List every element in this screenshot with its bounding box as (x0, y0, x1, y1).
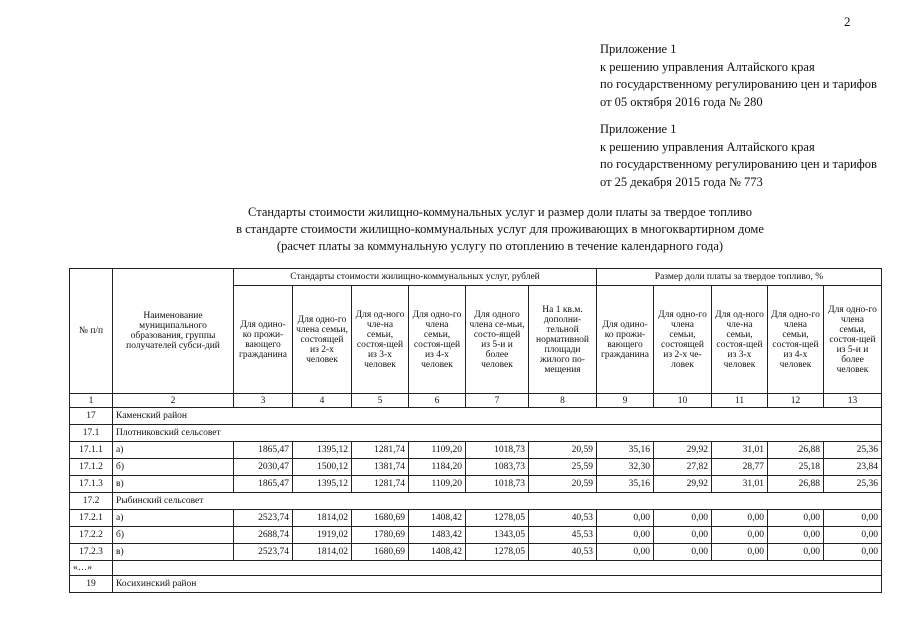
standards-table (69, 268, 882, 593)
value-cell: 20,59 (529, 442, 597, 459)
col-header: Для одного члена се-мьи, состо-ящей из 5-и и более человек (466, 286, 529, 394)
value-cell: 1281,74 (352, 442, 409, 459)
title-line: в стандарте стоимости жилищно-коммунальных услуг для проживающих в многоквартирном доме (236, 222, 764, 236)
value-cell: 25,36 (824, 442, 882, 459)
section-name: Рыбинский сельсовет (113, 493, 882, 510)
value-cell: 1483,42 (409, 527, 466, 544)
value-cell: 40,53 (529, 510, 597, 527)
table-row (70, 544, 882, 561)
value-cell: 31,01 (712, 442, 768, 459)
value-cell: 1780,69 (352, 527, 409, 544)
value-cell: 0,00 (597, 544, 654, 561)
value-cell: 0,00 (597, 510, 654, 527)
value-cell: 1408,42 (409, 544, 466, 561)
value-cell: 0,00 (712, 527, 768, 544)
appendix-line: Приложение 1 (600, 122, 677, 136)
value-cell: 0,00 (654, 544, 712, 561)
group-header-row (70, 269, 882, 286)
col-header: Для одино-ко прожи-вающего гражданина (234, 286, 293, 394)
row-code: 17.2 (70, 493, 113, 510)
appendix-block-current (600, 41, 877, 111)
value-cell: 0,00 (712, 544, 768, 561)
page-number: 2 (844, 14, 851, 29)
appendix-line: Приложение 1 (600, 42, 677, 56)
col-header: На 1 кв.м. дополни-тельной нормативной площади жилого по-мещения (529, 286, 597, 394)
row-code: 17.2.2 (70, 527, 113, 544)
value-cell: 2688,74 (234, 527, 293, 544)
appendix-line: к решению управления Алтайского края (600, 59, 815, 74)
value-cell: 23,84 (824, 459, 882, 476)
column-number-row (70, 394, 882, 408)
table-row (70, 510, 882, 527)
value-cell: 2030,47 (234, 459, 293, 476)
value-cell: 1018,73 (466, 476, 529, 493)
col-header: Для од-ного чле-на семьи, состоя-щей из 3-х человек (352, 286, 409, 394)
col-number: 8 (529, 394, 597, 408)
col-number: 9 (597, 394, 654, 408)
col-number: 7 (466, 394, 529, 408)
value-cell: 35,16 (597, 442, 654, 459)
appendix-line: по государственному регулированию цен и тарифов (600, 157, 877, 171)
value-cell: 0,00 (712, 510, 768, 527)
value-cell: 40,53 (529, 544, 597, 561)
ellipsis-text: «…» (70, 561, 113, 576)
value-cell: 0,00 (768, 544, 824, 561)
value-cell: 0,00 (768, 527, 824, 544)
row-code: 17.2.1 (70, 510, 113, 527)
section-name: Плотниковский сельсовет (113, 425, 882, 442)
value-cell: 1343,05 (466, 527, 529, 544)
section-name: Косихинский район (113, 576, 882, 593)
col-number: 4 (293, 394, 352, 408)
col-number: 11 (712, 394, 768, 408)
value-cell: 2523,74 (234, 510, 293, 527)
row-label: в) (113, 544, 234, 561)
col-number: 5 (352, 394, 409, 408)
value-cell: 0,00 (654, 527, 712, 544)
value-cell: 1381,74 (352, 459, 409, 476)
col-header: Для одно-го члена семьи, состоя-щей из 5-и и более человек (824, 286, 882, 394)
value-cell: 29,92 (654, 442, 712, 459)
appendix-line: к решению управления Алтайского края (600, 139, 815, 154)
appendix-block-original (600, 121, 877, 191)
value-cell: 0,00 (768, 510, 824, 527)
appendix-line: от 05 октября 2016 года № 280 (600, 94, 763, 109)
col-number: 2 (113, 394, 234, 408)
col-number: 10 (654, 394, 712, 408)
row-label: а) (113, 510, 234, 527)
row-code: 17.1.2 (70, 459, 113, 476)
section-row (70, 425, 882, 442)
value-cell: 1814,02 (293, 544, 352, 561)
col-header: Для одино-ко прожи-вающего гражданина (597, 286, 654, 394)
col-header: Для одно-го члена семьи, состоя-щей из 4-х человек (768, 286, 824, 394)
row-code: 17 (70, 408, 113, 425)
value-cell: 29,92 (654, 476, 712, 493)
value-cell: 1500,12 (293, 459, 352, 476)
col-header: Для одно-го члена семьи, состоящей из 2-х че-ловек (654, 286, 712, 394)
value-cell: 25,36 (824, 476, 882, 493)
col-header: Для од-ного чле-на семьи, состоя-щей из 3-х человек (712, 286, 768, 394)
value-cell: 1278,05 (466, 544, 529, 561)
title-line: Стандарты стоимости жилищно-коммунальных услуг и размер доли платы за твердое топливо (248, 205, 752, 219)
row-label: б) (113, 459, 234, 476)
value-cell: 27,82 (654, 459, 712, 476)
value-cell: 0,00 (654, 510, 712, 527)
value-cell: 1018,73 (466, 442, 529, 459)
value-cell: 0,00 (597, 527, 654, 544)
section-row (70, 576, 882, 593)
ellipsis-empty (113, 561, 882, 576)
appendix-line: по государственному регулированию цен и тарифов (600, 77, 877, 91)
row-label: б) (113, 527, 234, 544)
row-code: 17.2.3 (70, 544, 113, 561)
col-header-number: № п/п (70, 269, 113, 394)
col-header: Для одно-го члена семьи, состоящей из 2-х человек (293, 286, 352, 394)
value-cell: 20,59 (529, 476, 597, 493)
value-cell: 1083,73 (466, 459, 529, 476)
value-cell: 25,59 (529, 459, 597, 476)
value-cell: 45,53 (529, 527, 597, 544)
value-cell: 1278,05 (466, 510, 529, 527)
row-label: в) (113, 476, 234, 493)
col-number: 12 (768, 394, 824, 408)
col-number: 6 (409, 394, 466, 408)
group-header-standards: Стандарты стоимости жилищно-коммунальных услуг, рублей (234, 269, 597, 286)
value-cell: 0,00 (824, 510, 882, 527)
row-code: 19 (70, 576, 113, 593)
section-row (70, 408, 882, 425)
value-cell: 1109,20 (409, 442, 466, 459)
title-line: (расчет платы за коммунальную услугу по отоплению в течение календарного года) (276, 239, 724, 253)
appendix-line: от 25 декабря 2015 года № 773 (600, 174, 763, 189)
value-cell: 1281,74 (352, 476, 409, 493)
document-title (150, 204, 850, 255)
row-code: 17.1 (70, 425, 113, 442)
col-number: 1 (70, 394, 113, 408)
col-header-name: Наименование муниципального образования, группы получателей субси-дий (113, 269, 234, 394)
value-cell: 28,77 (712, 459, 768, 476)
table-row (70, 442, 882, 459)
value-cell: 25,18 (768, 459, 824, 476)
row-label: а) (113, 442, 234, 459)
value-cell: 1919,02 (293, 527, 352, 544)
value-cell: 26,88 (768, 476, 824, 493)
value-cell: 1680,69 (352, 544, 409, 561)
col-number: 13 (824, 394, 882, 408)
row-code: 17.1.3 (70, 476, 113, 493)
table-row (70, 476, 882, 493)
row-code: 17.1.1 (70, 442, 113, 459)
section-row (70, 493, 882, 510)
value-cell: 2523,74 (234, 544, 293, 561)
value-cell: 1395,12 (293, 442, 352, 459)
value-cell: 1865,47 (234, 442, 293, 459)
value-cell: 1408,42 (409, 510, 466, 527)
value-cell: 1865,47 (234, 476, 293, 493)
value-cell: 31,01 (712, 476, 768, 493)
value-cell: 35,16 (597, 476, 654, 493)
value-cell: 1109,20 (409, 476, 466, 493)
value-cell: 32,30 (597, 459, 654, 476)
table-row (70, 459, 882, 476)
value-cell: 0,00 (824, 527, 882, 544)
table-body (70, 408, 882, 593)
value-cell: 1184,20 (409, 459, 466, 476)
value-cell: 1395,12 (293, 476, 352, 493)
omitted-rows-marker (70, 561, 882, 576)
group-header-fuel-share: Размер доли платы за твердое топливо, % (597, 269, 882, 286)
value-cell: 1680,69 (352, 510, 409, 527)
section-name: Каменский район (113, 408, 882, 425)
col-header: Для одно-го члена семьи, состоя-щей из 4-х человек (409, 286, 466, 394)
col-number: 3 (234, 394, 293, 408)
value-cell: 26,88 (768, 442, 824, 459)
value-cell: 0,00 (824, 544, 882, 561)
value-cell: 1814,02 (293, 510, 352, 527)
table-row (70, 527, 882, 544)
